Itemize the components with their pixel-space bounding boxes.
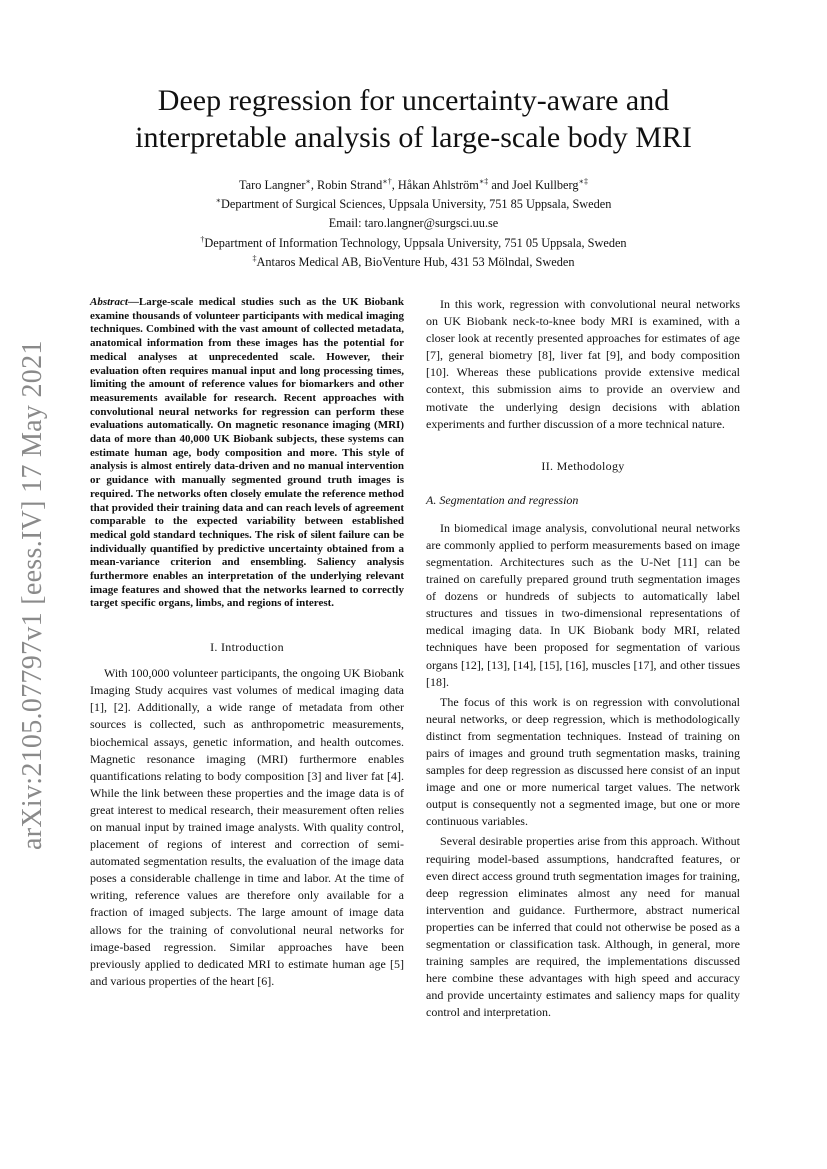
author-name: Joel Kullberg bbox=[512, 178, 579, 192]
affiliation-mark: ∗† bbox=[382, 176, 392, 186]
abstract-label: Abstract bbox=[90, 296, 128, 308]
title-line-2: interpretable analysis of large-scale body MRI bbox=[135, 121, 692, 154]
arxiv-id-text: arXiv:2105.07797v1 [eess.IV] 17 May 2021 bbox=[17, 340, 48, 850]
subsection-heading-segmentation: A. Segmentation and regression bbox=[426, 492, 579, 507]
affiliation-mark: ‡ bbox=[252, 253, 257, 263]
author-list bbox=[60, 176, 767, 195]
right-paragraph-1: In this work, regression with convolutional neural networks on UK Biobank neck-to-knee body MRI is examined, with a closer look at recently presented approaches for estimates of age [7], general biometry [8], liver fat [9], and body composition [10]. Whereas these publications provide extensive medical context, this submission aims to provide an overview and motivate the underlying design decisions with ablation experiments and further discussion of a more technical nature. bbox=[426, 297, 740, 431]
abstract bbox=[90, 296, 404, 611]
author-block bbox=[60, 176, 767, 272]
author-name: Håkan Ahlström bbox=[397, 178, 479, 192]
methodology-paragraph-2: The focus of this work is on regression with convolutional neural networks, or deep regression, which is methodologically distinct from segmentation techniques. Instead of training on pairs of images and ground truth segmentation masks, training samples for deep regression as discussed here consist of an input image and one or more numerical target values. The network output is consequently not a segmented image, but one or more continuous variables. bbox=[426, 694, 740, 829]
right-column bbox=[426, 296, 740, 1021]
affiliation-2 bbox=[60, 234, 767, 253]
author-separator: and bbox=[488, 178, 513, 192]
affiliation-mark: ∗ bbox=[305, 176, 311, 186]
affiliation-3 bbox=[60, 253, 767, 272]
author-name: Taro Langner bbox=[239, 178, 306, 192]
abstract-text: —Large-scale medical studies such as the UK Biobank examine thousands of volunteer participants with medical imaging techniques. Combined with the vast amount of collected metadata, anatomical information from these images has the potential for medical analyses at unprecedented scale. However, their evaluation often requires manual input and long processing times, limiting the amount of reference values for biomarkers and other measurements available for research. Recent approaches with convolutional neural networks for regression can perform these evaluations automatically. On magnetic resonance imaging (MRI) data of more than 40,000 UK Biobank subjects, these systems can estimate human age, body composition and more. This style of analysis is almost entirely data-driven and no manual intervention or guidance with manually segmented ground truth images is required. The networks often closely emulate the reference method that provided their training data and can reach levels of agreement comparable to the expected variability between established medical gold standard techniques. The risk of silent failure can be individually quantified by predictive uncertainty obtained from a mean-variance criterion and ensembling. Saliency analysis furthermore enables an interpretation of the underlying relevant image features and showed that the networks learned to correctly target specific organs, limbs, and regions of interest. bbox=[90, 296, 404, 610]
affiliation-1 bbox=[60, 195, 767, 214]
affiliation-text: Antaros Medical AB, BioVenture Hub, 431 53 Mölndal, Sweden bbox=[256, 254, 575, 269]
affiliation-mark: ∗‡ bbox=[578, 176, 588, 186]
left-column bbox=[90, 296, 404, 990]
paper-title bbox=[60, 82, 767, 156]
methodology-paragraph-1: In biomedical image analysis, convolutional neural networks are commonly applied to perform measurements based on image segmentation. Architectures such as the U-Net [11] can be trained on carefully prepared ground truth segmentation images of dozens or hundreds of subjects to automatically label structures and tissues in two-dimensional representations of medical imaging data. In UK Biobank body MRI, related techniques have been proposed for segmentation of various organs [12], [13], [14], [15], [16], muscles [17], and other tissues [18]. bbox=[426, 520, 740, 689]
methodology-paragraph-3: Several desirable properties arise from this approach. Without requiring model-based assumptions, handcrafted features, or even direct access ground truth segmentation images for training, deep regression eliminates almost any need for manual intervention and guidance. Furthermore, abstract numerical properties can be inferred that could not otherwise be posed as a segmentation or classification task. Although, in general, more training samples are required, the implementations discussed here combine these advantages with high speed and accuracy and provide uncertainty estimates and saliency maps for quality control and interpretation. bbox=[426, 834, 740, 1020]
intro-paragraph-1: With 100,000 volunteer participants, the ongoing UK Biobank Imaging Study acquires vast volumes of medical imaging data [1], [2]. Additionally, a wide range of metadata from other sources is collected, such as anthropometric measurements, biochemical assays, genetic information, and health outcomes. Magnetic resonance imaging (MRI) furthermore enables quantifications relating to body composition [3] and liver fat [4]. While the link between these properties and the image data is of great interest to medical research, their measurement often relies on manual input by trained image analysts. With quality control, placement of regions of interest and correction of semi-automated segmentation results, the evaluation of the image data poses a considerable challenge in time and labor. At the time of writing, reference values are therefore only available for a fraction of imaged subjects. The large amount of image data allows for the training of convolutional neural networks for image-based regression. Similar approaches have been previously applied to dedicated MRI to estimate human age [5] and various properties of the heart [6]. bbox=[90, 666, 404, 988]
title-line-1: Deep regression for uncertainty-aware and bbox=[157, 84, 670, 117]
affiliation-mark: ∗ bbox=[215, 196, 222, 206]
affiliation-text: Department of Information Technology, Uppsala University, 751 05 Uppsala, Sweden bbox=[204, 235, 627, 250]
section-heading-introduction: I. Introduction bbox=[210, 640, 284, 655]
affiliation-text: Department of Surgical Sciences, Uppsala University, 751 85 Uppsala, Sweden bbox=[221, 197, 612, 212]
contact-email: Email: taro.langner@surgsci.uu.se bbox=[328, 216, 499, 231]
affiliation-mark: ∗‡ bbox=[478, 176, 489, 186]
author-separator: , bbox=[310, 178, 318, 192]
section-heading-methodology: II. Methodology bbox=[541, 458, 625, 473]
affiliation-mark: † bbox=[200, 234, 205, 244]
author-name: Robin Strand bbox=[317, 178, 383, 192]
author-separator: , bbox=[391, 178, 398, 192]
